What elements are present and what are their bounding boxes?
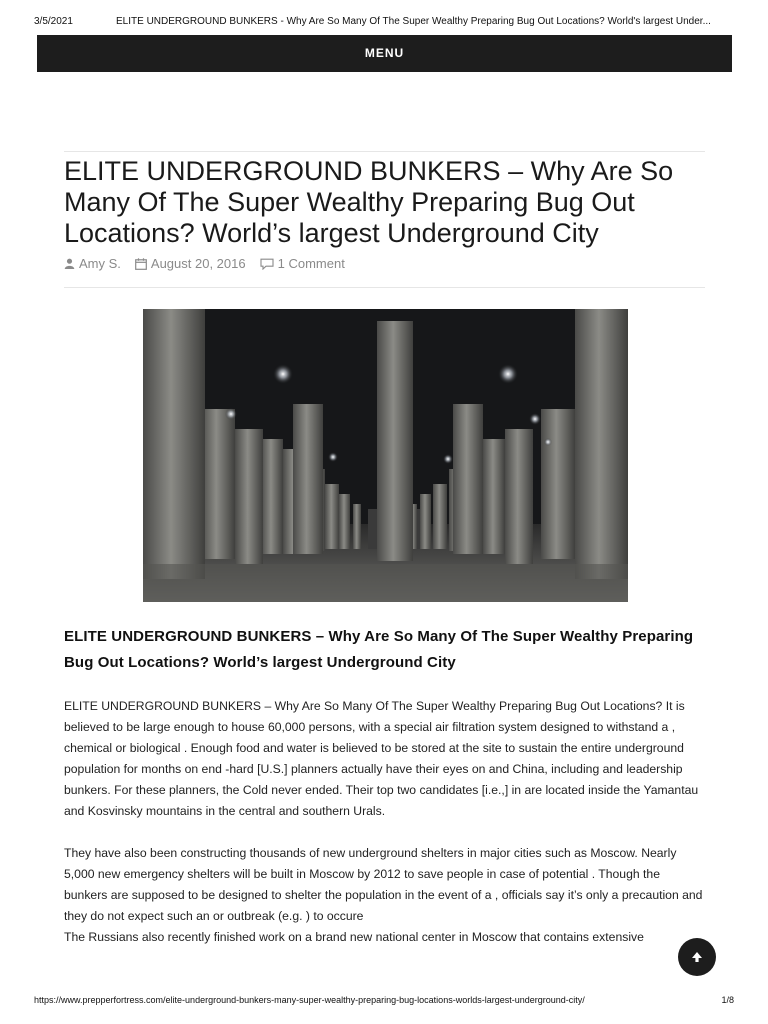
meta-bottom-divider xyxy=(64,287,705,288)
article-paragraph: They have also been constructing thousands of new underground shelters in major cities such as Moscow. Nearly 5,000 new emergency shelters will be built in Moscow by 2012 to save people in case of potential . Though the bunkers are supposed to be designed to shelter the population in the event of a , officials say it’s only a precaution and they do not expect such an or outbreak (e.g. ) to occure xyxy=(64,846,703,923)
comment-icon xyxy=(260,258,274,270)
arrow-up-icon xyxy=(691,951,703,963)
author-link[interactable] xyxy=(64,256,121,271)
author-name: Amy S. xyxy=(79,256,121,271)
scroll-to-top-button[interactable] xyxy=(678,938,716,976)
print-title: ELITE UNDERGROUND BUNKERS - Why Are So Many Of The Super Wealthy Preparing Bug Out Locations? World's largest Under... xyxy=(116,16,711,27)
print-url: https://www.prepperfortress.com/elite-underground-bunkers-many-super-wealthy-preparing-bug-locations-worlds-largest-underground-city/ xyxy=(34,995,585,1005)
article-paragraph: ELITE UNDERGROUND BUNKERS – Why Are So Many Of The Super Wealthy Preparing Bug Out Locations? It is believed to be large enough to house 60,000 persons, with a special air filtration system designed to withstand a , chemical or biological . Enough food and water is believed to be stored at the site to sustain the entire underground population for months on end -hard [U.S.] planners actually have their eyes on and China, including and leadership bunkers. For these planners, the Cold never ended. Their top two candidates [i.e.,] in are located inside the Yamantau and Kosvinsky mountains in the central and southern Urals. xyxy=(64,699,699,818)
print-footer xyxy=(0,992,768,1012)
user-icon xyxy=(64,258,75,269)
post-title: ELITE UNDERGROUND BUNKERS – Why Are So Many Of The Super Wealthy Preparing Bug Out Locations? World’s largest Underground City xyxy=(64,156,674,248)
article-paragraph: The Russians also recently finished work on a brand new national center in Moscow that contains extensive xyxy=(64,930,644,944)
post-date xyxy=(135,256,246,271)
post-date-text: August 20, 2016 xyxy=(150,256,246,271)
comments-link[interactable] xyxy=(260,256,345,271)
print-date: 3/5/2021 xyxy=(34,16,73,27)
menu-button[interactable]: MENU xyxy=(37,35,732,72)
title-top-divider xyxy=(64,151,705,152)
underground-pillars-photo xyxy=(143,309,628,602)
comments-count: 1 Comment xyxy=(277,256,345,271)
calendar-icon xyxy=(135,258,147,270)
post-meta xyxy=(64,256,355,271)
article-heading: ELITE UNDERGROUND BUNKERS – Why Are So Many Of The Super Wealthy Preparing Bug Out Locations? World’s largest Underground City xyxy=(64,628,694,671)
hero-image xyxy=(143,309,628,602)
print-header xyxy=(0,0,768,34)
print-page-number: 1/8 xyxy=(721,995,734,1005)
